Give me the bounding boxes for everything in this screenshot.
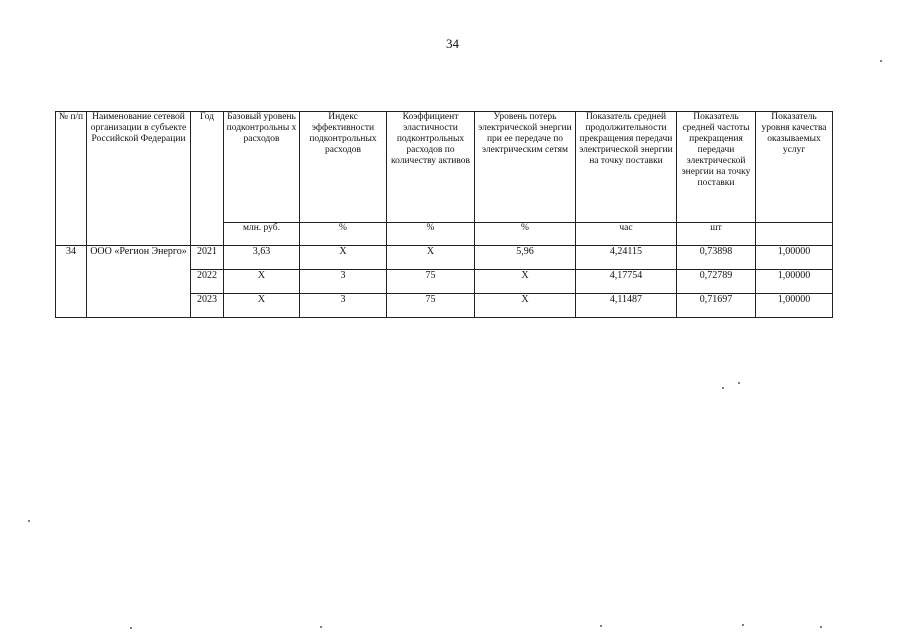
unit-loss-level: % (475, 223, 576, 246)
page-number: 34 (446, 36, 459, 51)
cell-elasticity-coef: 75 (387, 270, 475, 294)
header-elasticity-coef: Коэффициент эластичности подконтрольных расходов по количеству активов (387, 112, 475, 223)
unit-base-costs: млн. руб. (224, 223, 300, 246)
table-row (56, 246, 833, 270)
scan-speck (28, 520, 30, 522)
header-efficiency-index: Индекс эффективности подконтрольных расходов (300, 112, 387, 223)
cell-base-costs: X (224, 270, 300, 294)
cell-outage-duration: 4,24115 (576, 246, 677, 270)
cell-service-quality: 1,00000 (756, 246, 833, 270)
header-outage-duration: Показатель средней продолжительности прекращения передачи электрической энергии на точку поставки (576, 112, 677, 223)
cell-elasticity-coef: X (387, 246, 475, 270)
unit-outage-frequency: шт (677, 223, 756, 246)
org-number: 34 (56, 246, 87, 318)
cell-loss-level: X (475, 294, 576, 318)
unit-elasticity-coef: % (387, 223, 475, 246)
scan-speck (722, 387, 724, 389)
header-service-quality: Показатель уровня качества оказываемых услуг (756, 112, 833, 223)
scan-speck (600, 625, 602, 627)
header-row (56, 112, 833, 223)
header-year: Год (191, 112, 224, 246)
cell-outage-frequency: 0,73898 (677, 246, 756, 270)
scan-speck (320, 626, 322, 628)
cell-outage-duration: 4,17754 (576, 270, 677, 294)
cell-base-costs: 3,63 (224, 246, 300, 270)
cell-year: 2023 (191, 294, 224, 318)
scan-speck (820, 626, 822, 628)
header-org-name: Наименование сетевой организации в субъекте Российской Федерации (87, 112, 191, 246)
scan-speck (880, 60, 882, 62)
header-outage-frequency: Показатель средней частоты прекращения передачи электрической энергии на точку поставки (677, 112, 756, 223)
cell-base-costs: X (224, 294, 300, 318)
unit-service-quality (756, 223, 833, 246)
cell-year: 2021 (191, 246, 224, 270)
scan-speck (742, 624, 744, 626)
header-loss-level: Уровень потерь электрической энергии при ее передаче по электрическим сетям (475, 112, 576, 223)
header-number: № п/п (56, 112, 87, 246)
unit-outage-duration: час (576, 223, 677, 246)
cell-loss-level: X (475, 270, 576, 294)
cell-outage-duration: 4,11487 (576, 294, 677, 318)
unit-efficiency-index: % (300, 223, 387, 246)
cell-outage-frequency: 0,71697 (677, 294, 756, 318)
cell-outage-frequency: 0,72789 (677, 270, 756, 294)
cell-service-quality: 1,00000 (756, 294, 833, 318)
cell-efficiency-index: X (300, 246, 387, 270)
cell-loss-level: 5,96 (475, 246, 576, 270)
tariff-parameters-table (55, 111, 833, 318)
cell-efficiency-index: 3 (300, 294, 387, 318)
cell-efficiency-index: 3 (300, 270, 387, 294)
scan-speck (130, 627, 132, 629)
scan-speck (738, 382, 740, 384)
cell-service-quality: 1,00000 (756, 270, 833, 294)
cell-year: 2022 (191, 270, 224, 294)
cell-elasticity-coef: 75 (387, 294, 475, 318)
header-base-costs: Базовый уровень подконтрольны х расходов (224, 112, 300, 223)
org-name: ООО «Регион Энерго» (87, 246, 191, 318)
